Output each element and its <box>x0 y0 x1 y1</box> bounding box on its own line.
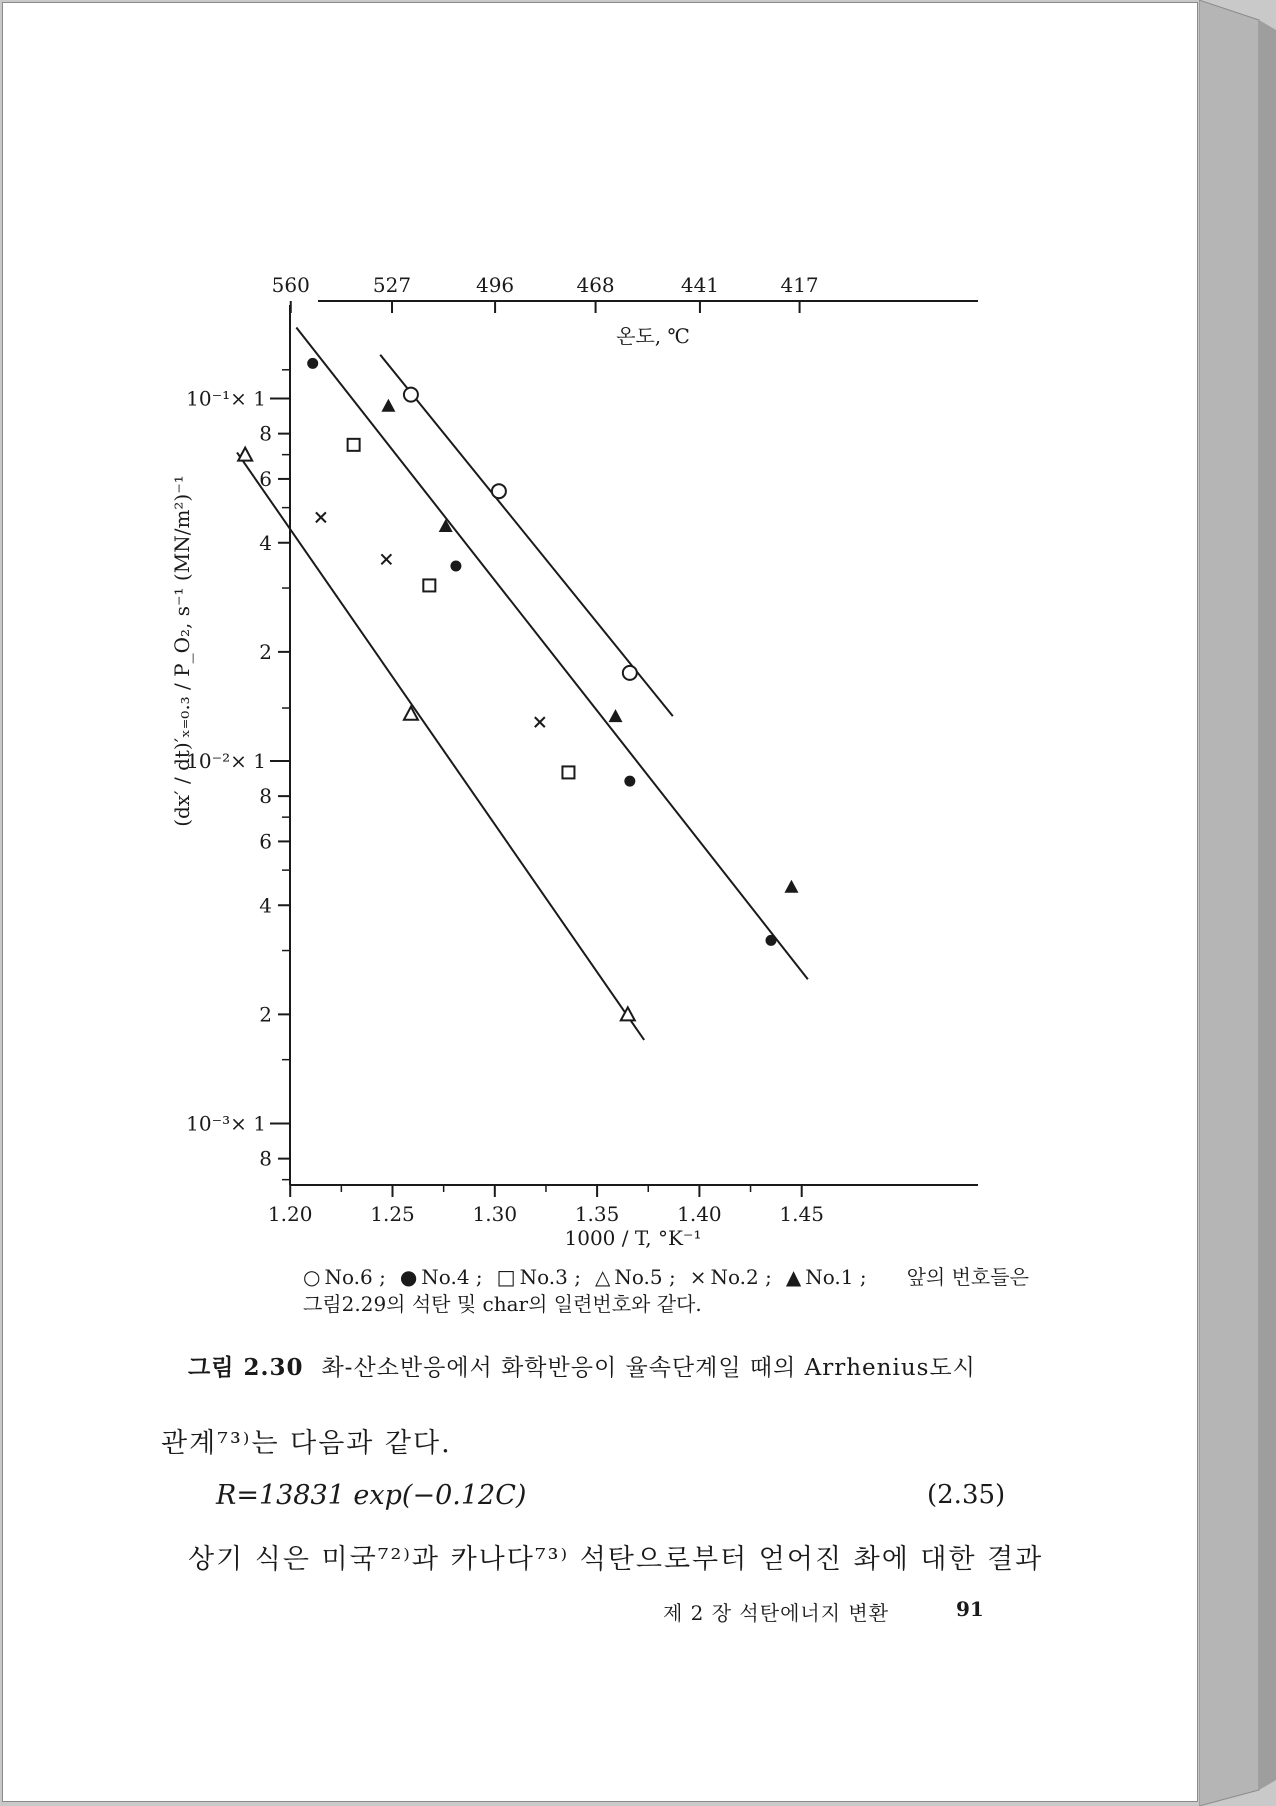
y-tick-label: 10⁻¹× 1 <box>186 386 266 411</box>
data-point-no1 <box>381 399 395 412</box>
running-footer: 제 2 장 석탄에너지 변환 <box>663 1601 890 1625</box>
top-axis-tick-label: 417 <box>780 273 819 297</box>
top-axis-title: 온도, ℃ <box>616 324 690 348</box>
top-axis-tick-label: 560 <box>271 273 310 297</box>
y-tick-label: 6 <box>259 466 272 491</box>
legend-label: No.1 ; <box>805 1265 867 1289</box>
top-axis-tick-label: 496 <box>475 273 515 297</box>
legend-item <box>786 1265 867 1289</box>
y-tick-label: 10⁻²× 1 <box>186 749 266 773</box>
y-tick-label: 2 <box>259 639 272 664</box>
top-axis-tick-label: 441 <box>680 273 720 297</box>
data-point-no6 <box>492 484 506 498</box>
data-point-no6 <box>404 388 418 402</box>
legend-label: No.4 ; <box>421 1265 483 1289</box>
body-text-line-2: 상기 식은 미국⁷²⁾과 카나다⁷³⁾ 석탄으로부터 얻어진 촤에 대한 결과 <box>188 1544 1044 1575</box>
arrhenius-chart <box>3 3 1199 1253</box>
top-axis-tick-label: 468 <box>576 273 615 297</box>
y-tick-label: 8 <box>259 1146 272 1171</box>
regression-line <box>296 327 808 979</box>
data-point-no2 <box>316 512 326 522</box>
book-page <box>2 2 1198 1802</box>
y-tick-label: 10⁻³× 1 <box>186 1111 266 1136</box>
y-tick-label: 8 <box>259 784 272 809</box>
data-point-no6 <box>623 666 637 680</box>
legend-note-line1: 앞의 번호들은 <box>906 1265 1029 1289</box>
regression-line <box>237 452 644 1040</box>
y-tick-label: 8 <box>259 421 272 446</box>
legend-item <box>400 1265 483 1289</box>
data-point-no4 <box>624 776 635 787</box>
y-tick-label: 4 <box>259 893 272 918</box>
data-point-no5 <box>238 448 252 461</box>
legend-item <box>595 1265 676 1289</box>
figure-number: 그림 2.30 <box>188 1354 304 1381</box>
legend-note-line2: 그림2.29의 석탄 및 char의 일련번호와 같다. <box>303 1292 702 1316</box>
x-tick-label: 1.25 <box>370 1202 415 1226</box>
legend-label: No.6 ; <box>324 1265 386 1289</box>
data-point-no1 <box>609 709 623 722</box>
legend-item <box>690 1265 772 1289</box>
body-text-line-1: 관계⁷³⁾는 다음과 같다. <box>161 1428 452 1459</box>
legend-label: No.5 ; <box>614 1265 676 1289</box>
legend-item <box>303 1265 386 1289</box>
data-point-no4 <box>450 561 461 572</box>
legend-label: No.3 ; <box>519 1265 581 1289</box>
legend-marker-icon: △ <box>594 1265 611 1289</box>
legend-marker-icon: ▲ <box>785 1265 802 1289</box>
x-tick-label: 1.45 <box>779 1202 824 1226</box>
y-axis-title: (dx′ / dt)′ₓ₌₀.₃ / P_O₂, s⁻¹ (MN/m²)⁻¹ <box>170 475 194 827</box>
figure-caption <box>188 1349 976 1382</box>
y-tick-label: 2 <box>259 1002 272 1027</box>
legend-marker-icon: ○ <box>303 1265 321 1289</box>
data-point-no2 <box>535 717 545 727</box>
data-point-no3 <box>348 439 360 451</box>
chart-legend <box>303 1261 1029 1290</box>
legend-label: No.2 ; <box>710 1265 772 1289</box>
book-page-stack-edge <box>1199 0 1276 1806</box>
x-tick-label: 1.20 <box>267 1202 313 1226</box>
x-tick-label: 1.35 <box>574 1202 620 1226</box>
data-point-no4 <box>307 358 318 369</box>
y-tick-label: 4 <box>259 530 272 555</box>
data-point-no3 <box>562 766 574 778</box>
legend-marker-icon: □ <box>496 1265 516 1289</box>
data-point-no4 <box>766 935 777 946</box>
data-point-no3 <box>423 579 435 591</box>
x-tick-label: 1.30 <box>472 1202 518 1226</box>
data-point-no1 <box>784 880 798 893</box>
legend-item <box>497 1265 581 1289</box>
x-axis-title: 1000 / T, °K⁻¹ <box>564 1226 702 1250</box>
equation-2-35: R=13831 exp(−0.12C) <box>216 1480 527 1511</box>
legend-marker-icon: × <box>689 1265 707 1289</box>
equation-number: (2.35) <box>927 1480 1006 1510</box>
top-axis-tick-label: 527 <box>372 273 412 297</box>
page-number: 91 <box>956 1597 984 1621</box>
data-point-no2 <box>381 554 391 564</box>
y-tick-label: 6 <box>259 829 272 854</box>
regression-line <box>380 355 673 716</box>
x-tick-label: 1.40 <box>677 1202 722 1226</box>
figure-caption-text: 촤-산소반응에서 화학반응이 율속단계일 때의 Arrhenius도시 <box>321 1355 976 1381</box>
legend-marker-icon: ● <box>399 1265 418 1289</box>
